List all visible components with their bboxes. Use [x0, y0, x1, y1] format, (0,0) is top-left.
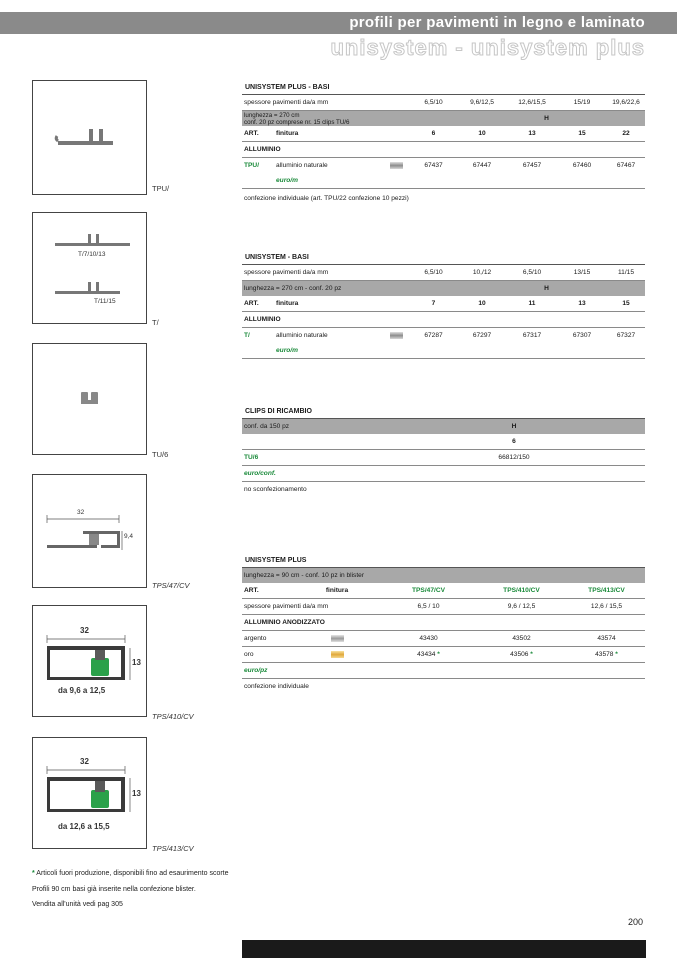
table3-conf-row: conf. da 150 pz H	[242, 419, 645, 435]
label-t: T/	[152, 318, 159, 327]
label-tu6: TU/6	[152, 450, 169, 459]
color-swatch-alluminio	[390, 162, 403, 169]
footnote-3: Vendita all'unità vedi pag 305	[32, 901, 123, 908]
dim-tps410-width: 32	[80, 626, 89, 635]
footnote-2: Profili 90 cm basi già inserite nella confezione blister.	[32, 886, 196, 893]
profile-image-tpu	[32, 80, 147, 195]
table1-spessore-row: spessore pavimenti da/a mm 6,5/10 9,6/12,5 12,6/15,5 15/19 19,6/22,6	[242, 95, 645, 111]
table-unisystem-basi	[242, 250, 645, 359]
table4-spessore-row: spessore pavimenti da/a mm 6,5 / 10 9,6 / 12,5 12,6 / 15,5	[242, 599, 645, 615]
dim-tps47-height: 9,4	[124, 533, 134, 540]
profile-image-tps47	[32, 474, 147, 588]
table2-spessore-row: spessore pavimenti da/a mm 6,5/10 10,/12 6,5/10 13/15 11/15	[242, 265, 645, 281]
table3-h-row: 6	[242, 434, 645, 450]
profile-image-tu6	[32, 343, 147, 455]
profile-image-t	[32, 212, 147, 324]
footnote-1: * Articoli fuori produzione, disponibili fino ad esaurimento scorte	[32, 870, 229, 877]
color-swatch-alluminio	[390, 332, 403, 339]
table2-header-row: ART. finitura 7 10 11 13 15	[242, 296, 645, 312]
table4-argento-row: argento 43430 43502 43574	[242, 631, 645, 647]
label-tps410: TPS/410/CV	[152, 712, 194, 721]
table4-euro: euro/pz	[242, 663, 645, 679]
tps410-drawing	[33, 606, 146, 716]
table2-euro: euro/m	[274, 343, 645, 359]
table1-group: ALLUMINIO	[242, 142, 645, 158]
label-t-small1: T/7/10/13	[78, 251, 106, 258]
table2-lunghezza-row: lunghezza = 270 cm - conf. 20 pz H	[242, 281, 645, 297]
dim-tps413-width: 32	[80, 757, 89, 766]
table-unisystem-plus	[242, 553, 645, 694]
dim-tps47-width: 32	[77, 509, 85, 516]
label-tpu: TPU/	[152, 184, 170, 193]
table3-euro: euro/conf.	[242, 466, 645, 482]
table3-product-row: TU/6 66812/150	[242, 450, 645, 466]
table2-product-row: T/ alluminio naturale 67287 67297 67317 67307 67327	[244, 332, 636, 339]
table3-title: CLIPS DI RICAMBIO	[242, 404, 645, 419]
profile-image-tps410	[32, 605, 147, 717]
table1-product-row: TPU/ alluminio naturale 67437 67447 67457 67460 67467	[244, 162, 636, 169]
label-tps47: TPS/47/CV	[152, 581, 190, 590]
table4-oro-row: oro 43434 * 43506 * 43578 *	[242, 647, 645, 663]
table-clips-ricambio	[242, 404, 645, 497]
dim-tps410-range: da 9,6 a 12,5	[58, 686, 106, 695]
profile-image-tps413	[32, 737, 147, 849]
table4-title: UNISYSTEM PLUS	[242, 553, 645, 568]
table3-note: no sconfezionamento	[244, 486, 307, 493]
label-tps413: TPS/413/CV	[152, 844, 194, 853]
table1-title: UNISYSTEM PLUS - BASI	[242, 80, 645, 95]
label-t-small2: T/11/15	[94, 298, 116, 305]
table4-note: confezione individuale	[244, 683, 309, 690]
tu6-drawing	[33, 344, 146, 454]
color-swatch-oro	[331, 651, 344, 658]
tps47-drawing	[33, 475, 146, 587]
table1-lunghezza-row: lunghezza = 270 cm conf. 20 pz comprese nr. 15 clips TU/6 H	[242, 111, 645, 127]
table4-lunghezza: lunghezza = 90 cm - conf. 10 pz in blister	[242, 568, 645, 584]
page-number: 200	[628, 917, 644, 927]
table2-title: UNISYSTEM - BASI	[242, 250, 645, 265]
dim-tps413-range: da 12,6 a 15,5	[58, 822, 110, 831]
dim-tps410-height: 13	[132, 658, 141, 667]
table1-header-row: ART. finitura 6 10 13 15 22	[242, 126, 645, 142]
color-swatch-argento	[331, 635, 344, 642]
table-unisystem-plus-basi	[242, 80, 645, 209]
dim-tps413-height: 13	[132, 789, 141, 798]
tpu-drawing	[33, 81, 146, 194]
page-title: profili per pavimenti in legno e laminato	[349, 14, 645, 31]
page-subtitle: unisystem - unisystem plus	[330, 35, 645, 60]
table2-group: ALLUMINIO	[242, 312, 645, 328]
table4-header-row: ART. finitura TPS/47/CV TPS/410/CV TPS/413/CV	[242, 583, 645, 599]
table1-note: confezione individuale (art. TPU/22 confezione 10 pezzi)	[244, 195, 409, 203]
table1-euro: euro/m	[274, 173, 645, 189]
tps413-drawing	[33, 738, 146, 848]
table4-group: ALLUMINIO ANODIZZATO	[242, 615, 645, 631]
footer-bar	[242, 940, 646, 958]
t-drawing	[33, 213, 146, 323]
